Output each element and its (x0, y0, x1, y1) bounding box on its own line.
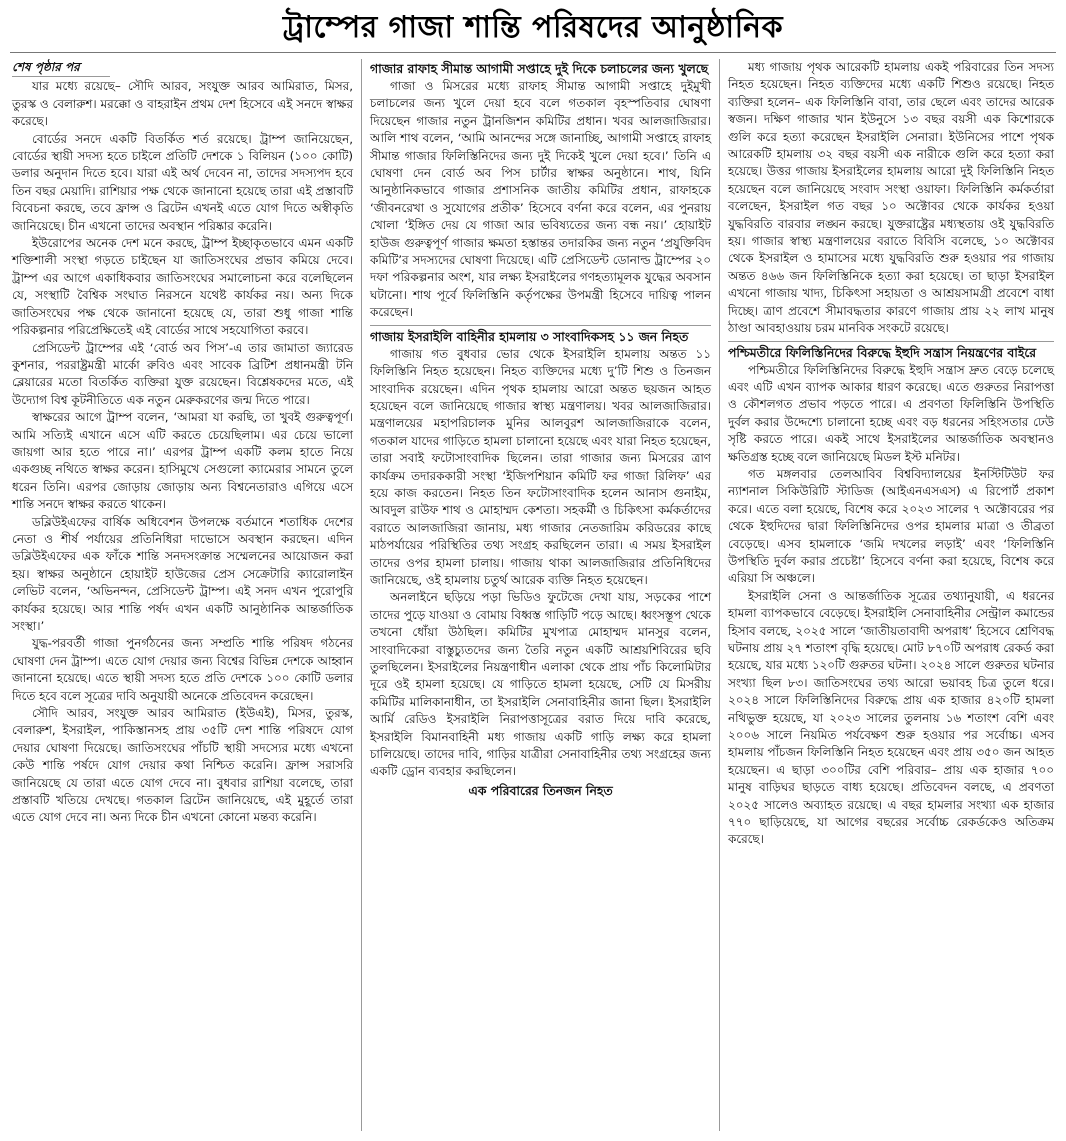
paragraph: স্বাক্ষরের আগে ট্রাম্প বলেন, ‘আমরা যা করছি, তা খুবই গুরুত্বপূর্ণ। আমি সত্যিই এখানে এসে এটি করতে চেয়েছিলাম। এর চেয়ে ভালো জায়গা আর হতে পারে না।’ এরপর ট্রাম্প একটি কলম হাতে নিয়ে একগুচ্ছ নথিতে স্বাক্ষর করেন। হাসিমুখে সেগুলো ক্যামেরার সামনে তুলে ধরেন তিনি। এরপর জোড়ায় জোড়ায় অন্য বিশ্বনেতারাও এগিয়ে এসে শান্তি সনদে স্বাক্ষর করতে থাকেন। (12, 410, 353, 512)
column-2 (362, 59, 720, 1131)
paragraph: ইউরোপের অনেক দেশ মনে করছে, ট্রাম্প ইচ্ছাকৃতভাবে এমন একটি শক্তিশালী সংস্থা গড়তে চাইছেন যা জাতিসংঘের প্রভাব কমিয়ে দেবে। ট্রাম্প এর আগে একাধিকবার জাতিসংঘের সমালোচনা করে বলেছিলেন যে, সংস্থাটি বৈশ্বিক সংঘাত নিরসনে যথেষ্ট কার্যকর নয়। অন্য দিকে জাতিসংঘের পক্ষ থেকে জানানো হয়েছে যে, তারা শুধু গাজা শান্তি পরিকল্পনার পরিপ্রেক্ষিতেই এই বোর্ডের সাথে সহযোগিতা করবে। (12, 236, 353, 338)
column-3 (720, 59, 1056, 1131)
subheading-west-bank: পশ্চিমতীরে ফিলিস্তিনিদের বিরুদ্ধে ইহুদি সন্ত্রাস নিয়ন্ত্রণের বাইরে (728, 344, 1037, 360)
paragraph: পশ্চিমতীরে ফিলিস্তিনিদের বিরুদ্ধে ইহুদি সন্ত্রাস দ্রুত বেড়ে চলেছে এবং এটি এখন ব্যাপক আকার ধারণ করেছে। এতে গুরুতর নিরাপত্তা ও কৌশলগত প্রভাব পড়তে পারে। এ প্রবণতা ফিলিস্তিনি উপস্থিতি দুর্বল করার উদ্দেশ্যে চালানো হচ্ছে এবং বড় ধরনের সহিংসতার ঢেউ সৃষ্টি করতে পারে। একই সাথে ইসরাইলের আন্তর্জাতিক অবস্থানও ক্ষতিগ্রস্ত হচ্ছে বলে জানিয়েছে মিডল ইস্ট মনিটর। (728, 362, 1054, 464)
paragraph: প্রেসিডেন্ট ট্রাম্পের এই ‘বোর্ড অব পিস’-এ তার জামাতা জ্যারেড কুশনার, পররাষ্ট্রমন্ত্রী মার্কো রুবিও এবং সাবেক ব্রিটিশ প্রধানমন্ত্রী টনি ব্লেয়ারের মতো বিতর্কিত ব্যক্তিরা যুক্ত রয়েছেন। বিশ্লেষকদের মতে, এই উদ্যোগ বিশ্ব কূটনীতিতে এক নতুন মেরুকরণের জন্ম দিতে পারে। (12, 340, 353, 407)
paragraph: যার মধ্যে রয়েছে– সৌদি আরব, সংযুক্ত আরব আমিরাত, মিসর, তুরস্ক ও বেলারুশ। মরক্কো ও বাহরাইন প্রথম দেশ হিসেবে এই সনদে স্বাক্ষর করেছে। (12, 79, 353, 129)
subheading-family-killed: এক পরিবারের তিনজন নিহত (468, 782, 613, 798)
paragraph: অনলাইনে ছড়িয়ে পড়া ভিডিও ফুটেজে দেখা যায়, সড়কের পাশে তাদের পুড়ে যাওয়া ও বোমায় বিধ্বস্ত গাড়িটি পড়ে আছে। ধ্বংসস্তূপ থেকে তখনো ধোঁয়া উঠছিল। কমিটির মুখপাত্র মোহাম্মদ মানসুর বলেন, সাংবাদিকেরা বাস্তুচ্যুতদের জন্য তৈরি নতুন একটি আশ্রয়শিবিরের ছবি তুলছিলেন। ইসরাইলের নিয়ন্ত্রণাধীন এলাকা থেকে প্রায় পাঁচ কিলোমিটার দূরে ওই হামলা হয়েছে। যে গাড়িতে হামলা হয়েছে, সেটি যে মিসরীয় কমিটির মালিকানাধীন, তা ইসরাইলি সেনাবাহিনীর জানা ছিল। ইসরাইলি আর্মি রেডিও ইসরাইলি নিরাপত্তাসূত্রের বরাত দিয়ে দাবি করেছে, ইসরাইলি বিমানবাহিনী মধ্য গাজায় একটি গাড়ি লক্ষ্য করে হামলা চালিয়েছে। তাদের দাবি, গাড়ির যাত্রীরা সেনাবাহিনীর তথ্য সংগ্রহের জন্য একটি ড্রোন ব্যবহার করছিলেন। (370, 590, 711, 779)
paragraph: ডব্লিউইএফের বার্ষিক অধিবেশন উপলক্ষে বর্তমানে শতাধিক দেশের নেতা ও শীর্ষ পর্যায়ের প্রতিনিধিরা দাভোসে অবস্থান করছেন। এদিন ডব্লিউইএফের এক ফাঁকে শান্তি সনদসংক্রান্ত সম্মেলনের আয়োজন করা হয়। স্বাক্ষর অনুষ্ঠানে হোয়াইট হাউজের প্রেস সেক্রেটারি ক্যারোলাইন লেভিট বলেন, ‘অভিনন্দন, প্রেসিডেন্ট ট্রাম্প। এই সনদ এখন পুরোপুরি কার্যকর হয়েছে। আর শান্তি পর্ষদ এখন একটি আনুষ্ঠানিক আন্তর্জাতিক সংস্থা।’ (12, 514, 353, 633)
paragraph: গাজা ও মিসরের মধ্যে রাফাহ সীমান্ত আগামী সপ্তাহে দুইমুখী চলাচলের জন্য খুলে দেয়া হবে বলে গতকাল বৃহস্পতিবার ঘোষণা দিয়েছেন গাজার নতুন ট্রানজিশন কমিটির প্রধান। খবর আলজাজিরার। আলি শাথ বলেন, ‘আমি আনন্দের সঙ্গে জানাচ্ছি, আগামী সপ্তাহে রাফাহ সীমান্ত গাজার ফিলিস্তিনিদের জন্য দুই দিকেই খুলে দেয়া হবে।’ তিনি এ ঘোষণা দেন বোর্ড অব পিস চার্টার স্বাক্ষর অনুষ্ঠানে। শাথ, যিনি আনুষ্ঠানিকভাবে গাজার প্রশাসনিক জাতীয় কমিটির প্রধান, রাফাহকে ‘জীবনরেখা ও সুযোগের প্রতীক’ হিসেবে বর্ণনা করে বলেন, এর পুনরায় খোলা ‘ইঙ্গিত দেয় যে গাজা আর ভবিষ্যতের জন্য বন্ধ নয়।’ হোয়াইট হাউজ গুরুত্বপূর্ণ গাজার ক্ষমতা হস্তান্তর তদারকির জন্য নতুন ‘প্রযুক্তিবিদ কমিটি’র সদস্যদের ঘোষণা দিয়েছে। এটি প্রেসিডেন্ট ডোনাল্ড ট্রাম্পের ২০ দফা পরিকল্পনার অংশ, যার লক্ষ্য ইসরাইলের গণহত্যামূলক যুদ্ধের অবসান ঘটানো। শাথ পূর্বে ফিলিস্তিনি কর্তৃপক্ষের উপমন্ত্রী হিসেবে দায়িত্ব পালন করেছেন। (370, 79, 711, 320)
paragraph: ইসরাইলি সেনা ও আন্তর্জাতিক সূত্রের তথ্যানুযায়ী, এ ধরনের হামলা ব্যাপকভাবে বেড়েছে। ইসরাইলি সেনাবাহিনীর সেন্ট্রাল কমান্ডের হিসাব বলছে, ২০২৫ সালে ‘জাতীয়তাবাদী অপরাধ’ হিসেবে শ্রেণিবদ্ধ ঘটনায় প্রায় ২৭ শতাংশ বৃদ্ধি হয়েছে। মোট ৮৭০টি অপরাধ রেকর্ড করা হয়েছে, যার মধ্যে ১২০টি গুরুতর ঘটনা। ২০২৪ সালে গুরুতর ঘটনার সংখ্যা ছিল ৮৩। জাতিসংঘের তথ্য আরো ভয়াবহ চিত্র তুলে ধরে। ২০২৪ সালে ফিলিস্তিনিদের বিরুদ্ধে প্রায় এক হাজার ৪২০টি হামলা নথিভুক্ত হয়েছে, যা ২০২৩ সালের তুলনায় ১৬ শতাংশ বেশি এবং ২০০৬ সালে নিয়মিত পর্যবেক্ষণ শুরু হওয়ার পর সর্বোচ্চ। এসব হামলায় পাঁচজন ফিলিস্তিনি নিহত হয়েছেন এবং প্রায় ৩৫০ জন আহত হয়েছেন। এ ছাড়া ৩০০টির বেশি পরিবার– প্রায় এক হাজার ৭০০ মানুষ বাড়িঘর ছাড়তে বাধ্য হয়েছে। প্রতিবেদন বলছে, এ প্রবণতা ২০২৫ সালেও অব্যাহত রয়েছে। এ বছর হামলার সংখ্যা এক হাজার ৭৭০ ছাড়িয়েছে, যা আগের বছরের সর্বোচ্চ রেকর্ডকেও অতিক্রম করেছে। (728, 588, 1054, 847)
subheading-rafah-border: গাজার রাফাহ সীমান্ত আগামী সপ্তাহে দুই দিকে চলাচলের জন্য খুলছে (370, 61, 709, 76)
paragraph: গত মঙ্গলবার তেলআবিব বিশ্ববিদ্যালয়ের ইনস্টিটিউট ফর ন্যাশনাল সিকিউরিটি স্টাডিজ (আইএনএসএস) এ রিপোর্ট প্রকাশ করে। এতে বলা হয়েছে, বিশেষ করে ২০২৩ সালের ৭ অক্টোবরের পর থেকে ইহুদিদের দ্বারা ফিলিস্তিনিদের ওপর হামলার মাত্রা ও তীব্রতা বেড়েছে। এসব হামলাকে ‘জমি দখলের লড়াই’ এবং ‘ফিলিস্তিনি উপস্থিতি দুর্বল করার প্রচেষ্টা’ হিসেবে বর্ণনা করা হয়েছে, বিশেষ করে এরিয়া সি অঞ্চলে। (728, 466, 1054, 586)
section-divider (370, 325, 711, 326)
column-1 (10, 59, 362, 1131)
subheading-journalists-killed: গাজায় ইসরাইলি বাহিনীর হামলায় ৩ সাংবাদিকসহ ১১ জন নিহত (370, 328, 689, 344)
headline: ট্রাম্পের গাজা শান্তি পরিষদের আনুষ্ঠানিক (10, 8, 1056, 53)
paragraph: সৌদি আরব, সংযুক্ত আরব আমিরাত (ইউএই), মিসর, তুরস্ক, বেলারুশ, ইসরাইল, পাকিস্তানসহ প্রায় ৩৫টি দেশ শান্তি পরিষদে যোগ দেয়ার ঘোষণা দিয়েছে। জাতিসংঘের পাঁচটি স্থায়ী সদস্যের মধ্যে এখনো কেউ শান্তি পর্ষদে যোগ দেয়ার কথা নিশ্চিত করেনি। ফ্রান্স সরাসরি জানিয়েছে যে তারা এতে যোগ দেবে না। বুধবার রাশিয়া বলেছে, তারা প্রস্তাবটি খতিয়ে দেখছে। গতকাল ব্রিটেন জানিয়েছে, এই মুহূর্তে তারা এতে যোগ দেবে না। অন্য দিকে চীন এখনো কোনো মন্তব্য করেনি। (12, 706, 353, 825)
paragraph: মধ্য গাজায় পৃথক আরেকটি হামলায় একই পরিবারের তিন সদস্য নিহত হয়েছেন। নিহত ব্যক্তিদের মধ্যে একটি শিশুও রয়েছে। নিহত ব্যক্তিরা হলেন– এক ফিলিস্তিনি বাবা, তার ছেলে এবং তাদের আরেক স্বজন। দক্ষিণ গাজার খান ইউনুসে ১৩ বছর বয়সী এক কিশোরকে গুলি করে হত্যা করেছেন ইসরাইলি সেনারা। ইউনিসের পাশে পৃথক আরেকটি হামলায় ৩২ বছর বয়সী এক নারীকে গুলি করে হত্যা করা হয়েছে। উত্তর গাজায় ইসরাইলের হামলায় আরো দুই ফিলিস্তিনি নিহত হয়েছেন বলে জানিয়েছে সংবাদ সংস্থা ওয়াফা। ফিলিস্তিনি কর্মকর্তারা বলেছেন, ইসরাইল গত বছর ১০ অক্টোবর থেকে কার্যকর হওয়া যুদ্ধবিরতি বারবার লঙ্ঘন করছে। যুক্তরাষ্ট্রের মধ্যস্থতায় ওই যুদ্ধবিরতি হয়। গাজার স্বাস্থ্য মন্ত্রণালয়ের বরাতে বিবিসি বলেছে, ১০ অক্টোবর থেকে ইসরাইল ও হামাসের মধ্যে যুদ্ধবিরতি শুরু হওয়ার পর গাজায় অন্তত ৪৬৬ জন ফিলিস্তিনিকে হত্যা করা হয়েছে। তা ছাড়া ইসরাইল এখনো গাজায় খাদ্য, চিকিৎসা সহায়তা ও আশ্রয়সামগ্রী প্রবেশে বাধা দিচ্ছে। ত্রাণ প্রবেশে সীমাবদ্ধতার কারণে গাজায় প্রায় ২২ লাখ মানুষ ঠাণ্ডা আবহাওয়ায় চরম মানবিক সংকটে রয়েছে। (728, 60, 1054, 336)
paragraph: বোর্ডের সনদে একটি বিতর্কিত শর্ত রয়েছে। ট্রাম্প জানিয়েছেন, বোর্ডের স্থায়ী সদস্য হতে চাইলে প্রতিটি দেশকে ১ বিলিয়ন (১০০ কোটি) ডলার অনুদান দিতে হবে। যারা এই অর্থ দেবেন না, তাদের সদস্যপদ হবে তিন বছর মেয়াদি। রাশিয়ার পক্ষ থেকে জানানো হয়েছে তারা এই প্রস্তাবটি বিবেচনা করছে, তবে ফ্রান্স ও ব্রিটেন এখনই এতে যোগ দিতে অস্বীকৃতি জানিয়েছে। চীন এখনো তাদের অবস্থান পরিষ্কার করেনি। (12, 131, 353, 233)
section-divider (728, 341, 1054, 342)
article-columns (10, 59, 1056, 1131)
paragraph: যুদ্ধ-পরবর্তী গাজা পুনর্গঠনের জন্য সম্প্রতি শান্তি পরিষদ গঠনের ঘোষণা দেন ট্রাম্প। এতে যোগ দেয়ার জন্য বিশ্বের বিভিন্ন দেশকে আহ্বান জানানো হয়েছে। এতে স্থায়ী সদস্য হতে প্রতি দেশকে ১০০ কোটি ডলার দিতে হবে বলে সূত্রের দাবি অনুযায়ী অনেকে প্রতিবেদন করেছেন। (12, 636, 353, 703)
paragraph: গাজায় গত বুধবার ভোর থেকে ইসরাইলি হামলায় অন্তত ১১ ফিলিস্তিনি নিহত হয়েছেন। নিহত ব্যক্তিদের মধ্যে দু’টি শিশু ও তিনজন সাংবাদিক রয়েছেন। এদিন পৃথক হামলায় আরো অন্তত ছয়জন আহত হয়েছেন বলে জানিয়েছে গাজার স্বাস্থ্য মন্ত্রণালয়। খবর আলজাজিরার। মন্ত্রণালয়ের মহাপরিচালক মুনির আলবুরশ আলজাজিরাকে বলেন, গতকাল যাদের গাড়িতে হামলা চালানো হয়েছে এবং যারা নিহত হয়েছেন, তারা সবাই ফটোসাংবাদিক ছিলেন। তারা গাজার জন্য মিসরের ত্রাণ কার্যক্রম তদারককারী সংস্থা ‘ইজিপশিয়ান কমিটি ফর গাজা রিলিফ’ এর হয়ে কাজ করতেন। নিহত তিন ফটোসাংবাদিক হলেন আনাস গুনাইম, আবদুল রাউফ শাথ ও মোহাম্মদ কেশতা। সহকর্মী ও চিকিৎসা কর্মকর্তাদের বরাতে আলজাজিরা জানায়, মধ্য গাজার নেতজারিম করিডরের কাছে মাঠপর্যায়ের পরিস্থিতির তথ্য সংগ্রহ করছিলেন তারা। এ সময় ইসরাইল তাদের ওপর হামলা চালায়। গাজায় থাকা আলজাজিরার প্রতিনিধিদের জানিয়েছে, ওই হামলায় চতুর্থ আরেক ব্যক্তি নিহত হয়েছেন। (370, 346, 711, 587)
continuation-kicker: শেষ পৃষ্ঠার পর (12, 59, 110, 77)
